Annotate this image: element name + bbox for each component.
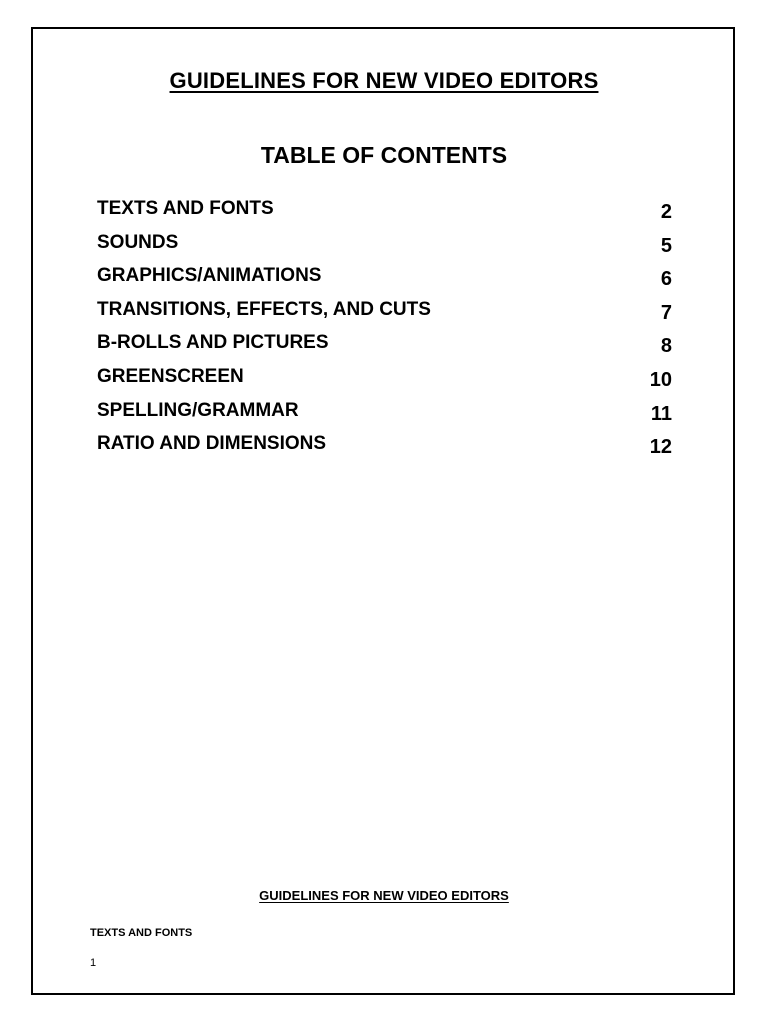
toc-entry-spelling-grammar[interactable] [97,398,672,432]
page-number: 1 [90,957,97,969]
toc-entry-label: SPELLING/GRAMMAR [97,399,299,421]
toc-entry-greenscreen[interactable] [97,364,672,398]
toc-entry-label: RATIO AND DIMENSIONS [97,433,327,455]
toc-entry-label: B-ROLLS AND PICTURES [97,332,329,354]
toc-entry-graphics-animations[interactable] [97,263,672,297]
document-title: GUIDELINES FOR NEW VIDEO EDITORS [169,68,599,93]
toc-entry-page: 8 [660,335,672,358]
toc-entry-page: 7 [660,301,672,324]
toc-entry-label: GRAPHICS/ANIMATIONS [97,265,322,287]
toc-entry-transitions-effects-cuts[interactable] [97,297,672,331]
footer-document-title: GUIDELINES FOR NEW VIDEO EDITORS [259,888,509,903]
toc-entry-label: TEXTS AND FONTS [97,198,274,219]
toc-entry-page: 5 [660,234,672,257]
toc-entry-b-rolls-and-pictures[interactable] [97,330,672,364]
toc-entry-label: GREENSCREEN [97,365,244,387]
toc-entry-ratio-and-dimensions[interactable] [97,431,672,465]
toc-entry-page: 12 [649,436,672,459]
toc-list [97,196,672,465]
toc-entry-texts-and-fonts[interactable] [97,196,672,230]
footer-section-label: TEXTS AND FONTS [90,927,193,939]
toc-entry-label: TRANSITIONS, EFFECTS, AND CUTS [97,298,431,320]
toc-entry-page: 11 [650,402,672,425]
toc-entry-page: 10 [649,368,672,391]
toc-entry-label: SOUNDS [97,231,179,253]
toc-entry-page: 6 [660,268,672,291]
toc-entry-sounds[interactable] [97,230,672,264]
toc-heading: TABLE OF CONTENTS [260,142,508,168]
toc-entry-page: 2 [660,201,672,223]
page-border [31,27,735,995]
